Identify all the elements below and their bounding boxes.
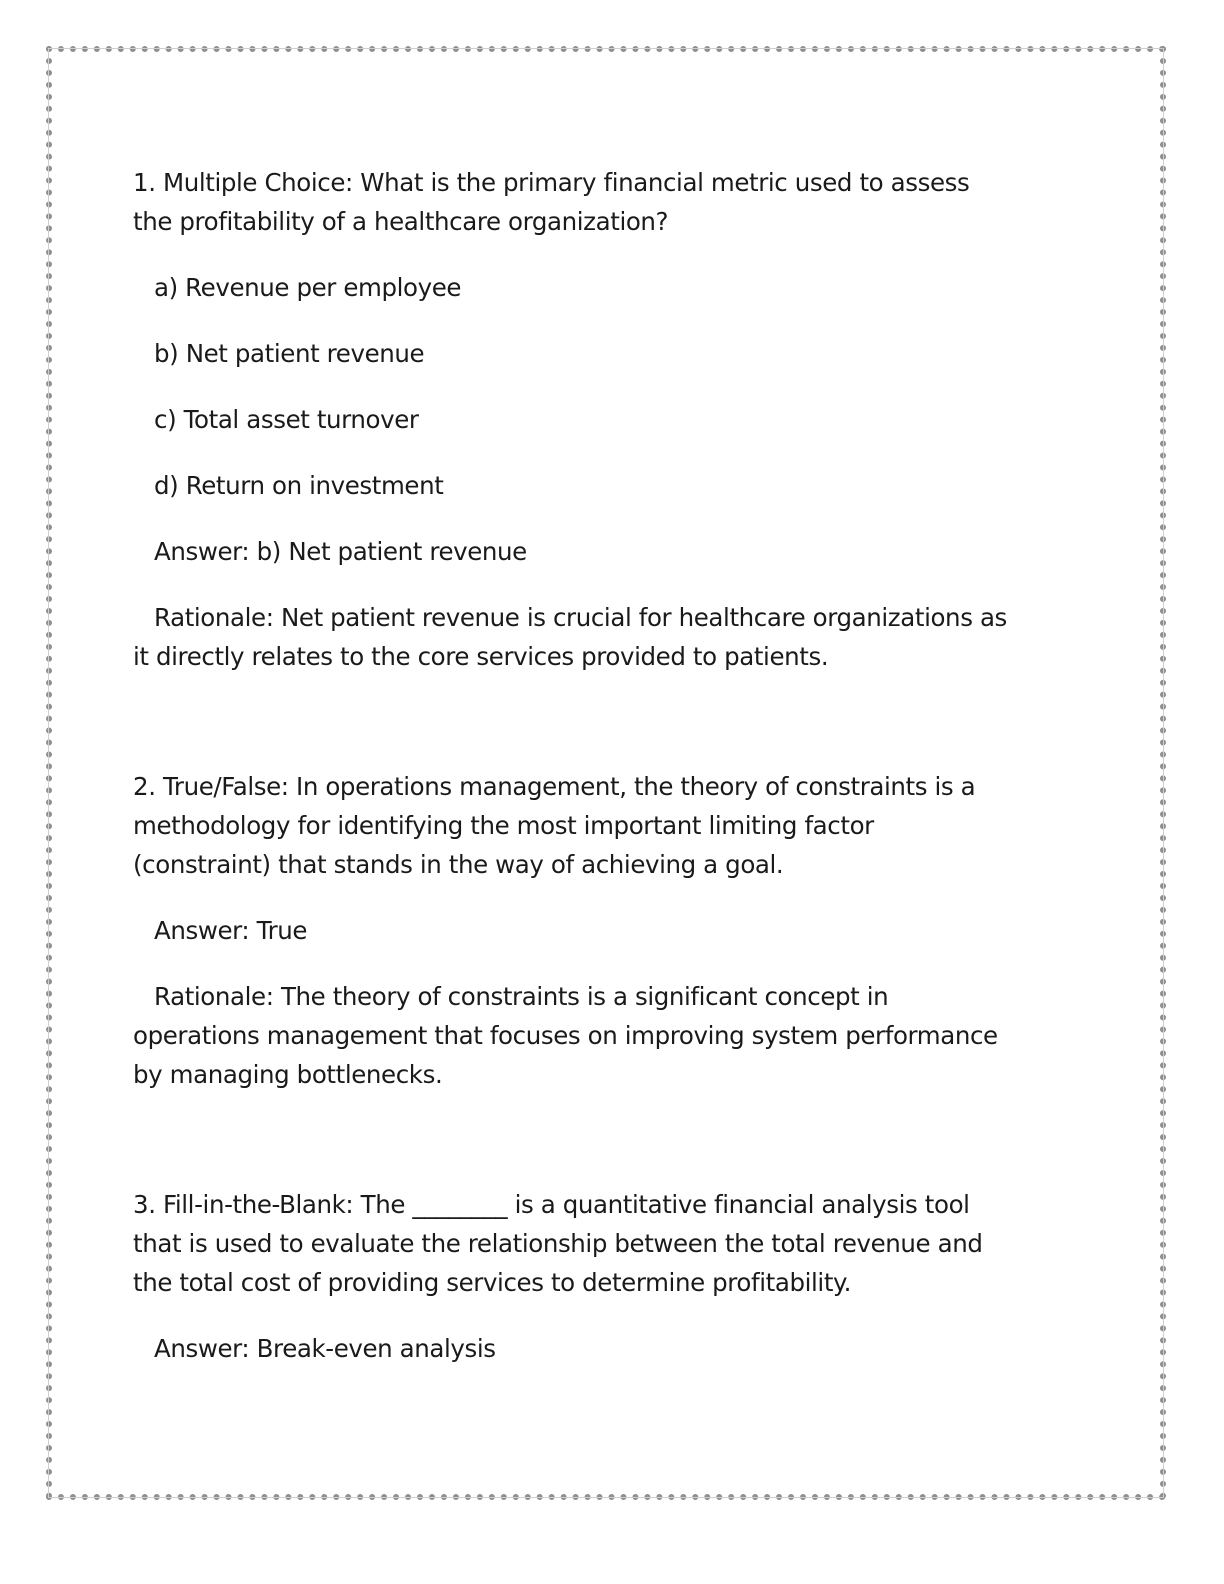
question-text-line: (constraint) that stands in the way of achieving a goal. [133,850,784,879]
question-text-line: 2. True/False: In operations management, the theory of constraints is a [133,772,976,801]
question-text-line: the total cost of providing services to determine profitability. [133,1268,852,1297]
answer: Answer: Break-even analysis [154,1334,496,1363]
answer: Answer: True [154,916,308,945]
question-text-line: methodology for identifying the most important limiting factor [133,811,874,840]
question-1 [133,163,1093,676]
question-text-line: the profitability of a healthcare organization? [133,207,669,236]
question-3 [133,1185,1093,1368]
question-text-line: 3. Fill-in-the-Blank: The ________ is a quantitative financial analysis tool [133,1190,970,1219]
question-text-line: that is used to evaluate the relationship between the total revenue and [133,1229,983,1258]
answer: Answer: b) Net patient revenue [154,537,527,566]
question-2 [133,767,1093,1094]
option-b: b) Net patient revenue [154,339,425,368]
rationale-line: it directly relates to the core services provided to patients. [133,642,829,671]
option-d: d) Return on investment [154,471,444,500]
rationale-line: Rationale: Net patient revenue is crucial for healthcare organizations as [154,603,1007,632]
document-body [133,163,1093,1368]
question-text-line: 1. Multiple Choice: What is the primary financial metric used to assess [133,168,970,197]
option-a: a) Revenue per employee [154,273,462,302]
rationale-line: Rationale: The theory of constraints is a significant concept in [154,982,889,1011]
rationale-line: by managing bottlenecks. [133,1060,443,1089]
rationale-line: operations management that focuses on improving system performance [133,1021,998,1050]
option-c: c) Total asset turnover [154,405,419,434]
